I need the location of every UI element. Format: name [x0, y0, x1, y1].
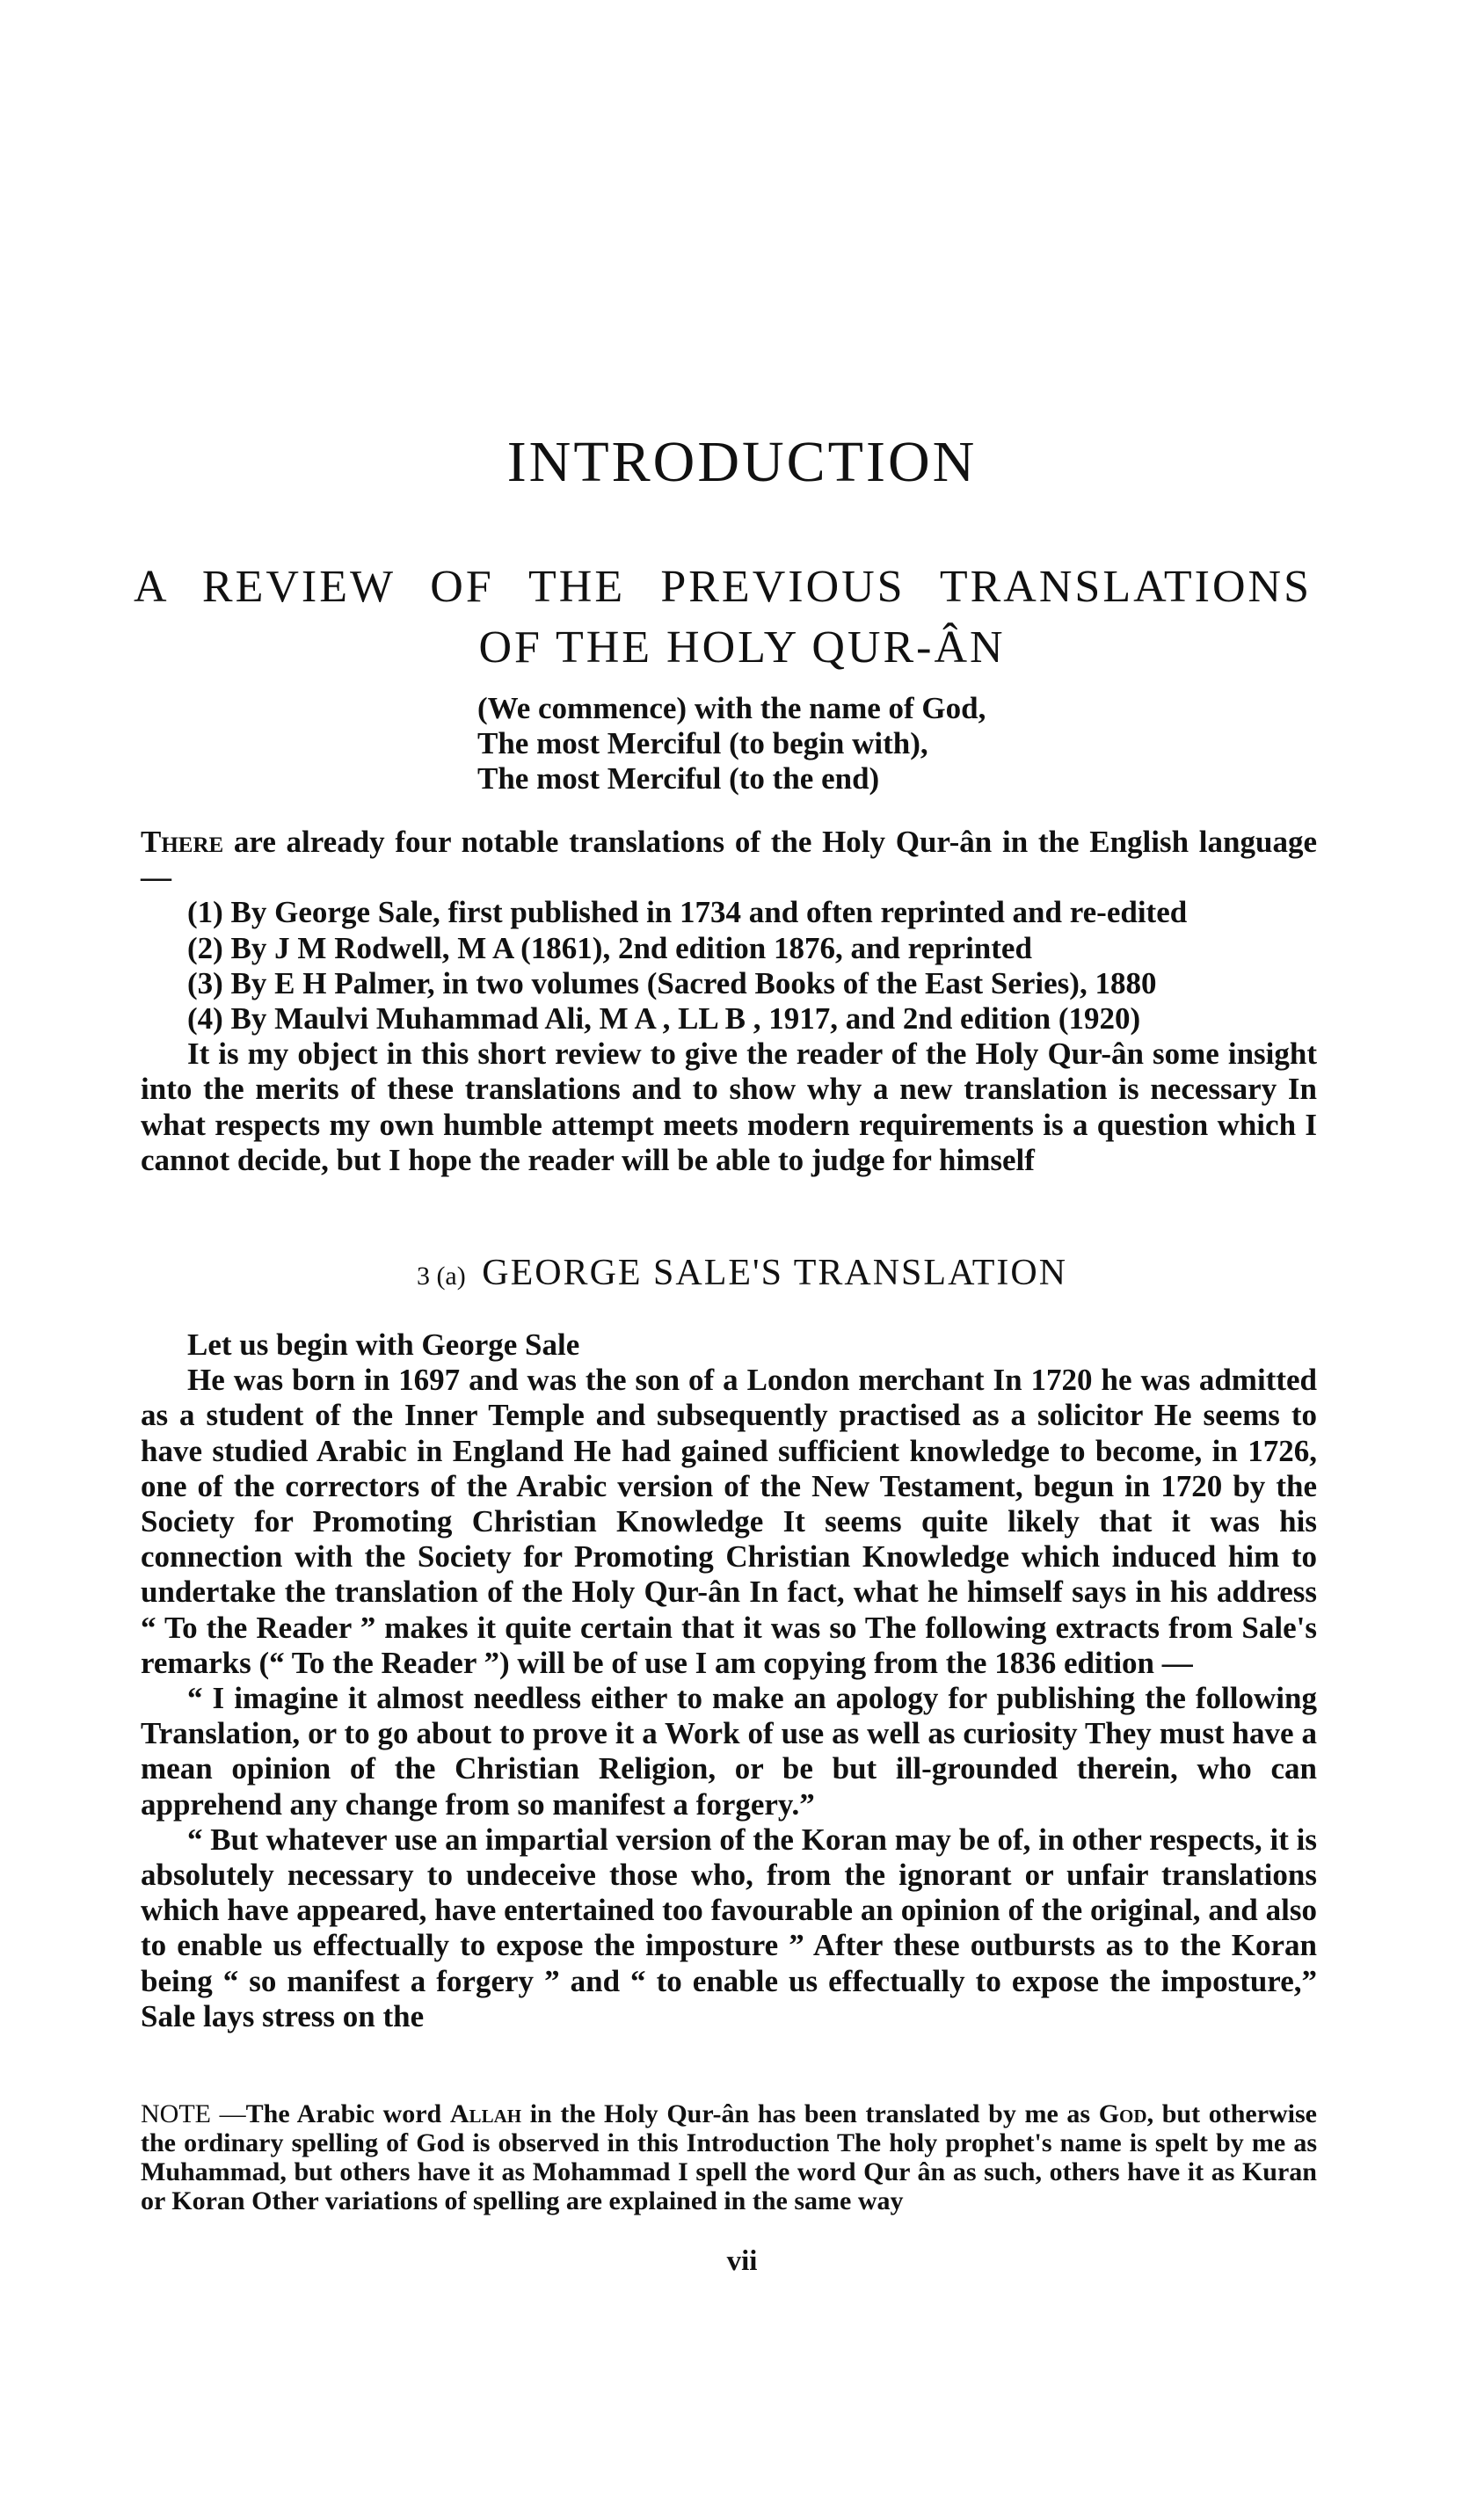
intro-text: are already four notable translations of the Holy Qur-ân in the English language — [141, 825, 1317, 895]
intro-paragraph [141, 825, 1317, 895]
translation-list-item: (1) By George Sale, first published in 1734 and often reprinted and re-edited [187, 895, 1188, 930]
page-title: INTRODUCTION [506, 430, 978, 494]
invocation-line: The most Merciful (to the end) [477, 761, 880, 796]
purpose-paragraph: It is my object in this short review to give the reader of the Holy Qur-ân some insight into the merits of these translations and to show why a new translation is necessary In what respects my own humble attempt meets modern requirements is a question which I cannot decide, but I hope the reader will be able to judge for himself [141, 1037, 1317, 1177]
quote-paragraph: “ But whatever use an impartial version of the Koran may be of, in other respects, it is absolutely necessary to undeceive those who, from the ignorant or unfair translations which have appeared, have entertained too favourable an opinion of the original, and also to enable us effectually to expose the imposture ” After these outbursts as to the Koran being “ so manifest a forgery ” and “ to enable us effectually to expose the imposture,” Sale lays stress on the [141, 1822, 1317, 2033]
section-heading-text: GEORGE SALE'S TRANSLATION [482, 1253, 1068, 1293]
invocation-line: The most Merciful (to begin with), [477, 726, 928, 760]
allah-word: Allah [449, 2099, 522, 2128]
body-paragraph: He was born in 1697 and was the son of a London merchant In 1720 he was admitted as a student of the Inner Temple and subsequently practised as a solicitor He seems to have studied Arabic in England He had gained sufficient knowledge to become, in 1726, one of the correctors of the Arabic version of the New Testament, begun in 1720 by the Society for Promoting Christian Knowledge It seems quite likely that it was his connection with the Society for Promoting Christian Knowledge which induced him to undertake the translation of the Holy Qur-ân In fact, what he himself says in his address “ To the Reader ” makes it quite certain that it was so The following extracts from Sale's remarks (“ To the Reader ”) will be of use I am copying from the 1836 edition — [141, 1363, 1317, 1680]
footnote-fragment: The Arabic word [245, 2099, 450, 2128]
footnote-fragment: in the Holy Qur-ân has been translated by me as [521, 2099, 1099, 2128]
review-heading-line-1: A REVIEW OF THE PREVIOUS TRANSLATIONS [134, 562, 1312, 612]
translation-list-item: (3) By E H Palmer, in two volumes (Sacred Books of the East Series), 1880 [187, 965, 1157, 1000]
footnote-fragment: , but otherwise the ordinary spelling of God is observed in this Introduction The holy prophet's name is spelt by me as Muhammad, but others have it as Mohammad I spell the word Qur ân as such, others have it as Kuran or Koran Other variations of spelling are explained in the same way [141, 2099, 1317, 2215]
section-heading [0, 1252, 1484, 1294]
quote-paragraph: “ I imagine it almost needless either to make an apology for publishing the following Translation, or to go about to prove it a Work of use as well as curiosity They must have a mean opinion of the Christian Religion, or be but ill-grounded therein, who can apprehend any change from so manifest a forgery.” [141, 1681, 1317, 1822]
review-heading-line-2: OF THE HOLY QUR-ÂN [478, 622, 1006, 673]
body-paragraph: Let us begin with George Sale [187, 1328, 580, 1362]
footnote [141, 2099, 1317, 2215]
sale-section-body [141, 1328, 1317, 2034]
introduction-body [141, 825, 1317, 1178]
translation-list-item: (4) By Maulvi Muhammad Ali, M A , LL B , 1917, and 2nd edition (1920) [187, 1001, 1141, 1037]
god-word: God [1098, 2099, 1147, 2128]
footnote-text [141, 2099, 1317, 2215]
invocation-line: (We commence) with the name of God, [477, 691, 986, 725]
page-number: vii [726, 2245, 758, 2277]
intro-lead-word: There [141, 825, 224, 859]
footnote-label: NOTE — [141, 2099, 246, 2128]
invocation-block [477, 691, 986, 797]
translation-list-item: (2) By J M Rodwell, M A (1861), 2nd edition 1876, and reprinted [187, 930, 1032, 965]
section-mark: 3 (a) [416, 1262, 466, 1291]
